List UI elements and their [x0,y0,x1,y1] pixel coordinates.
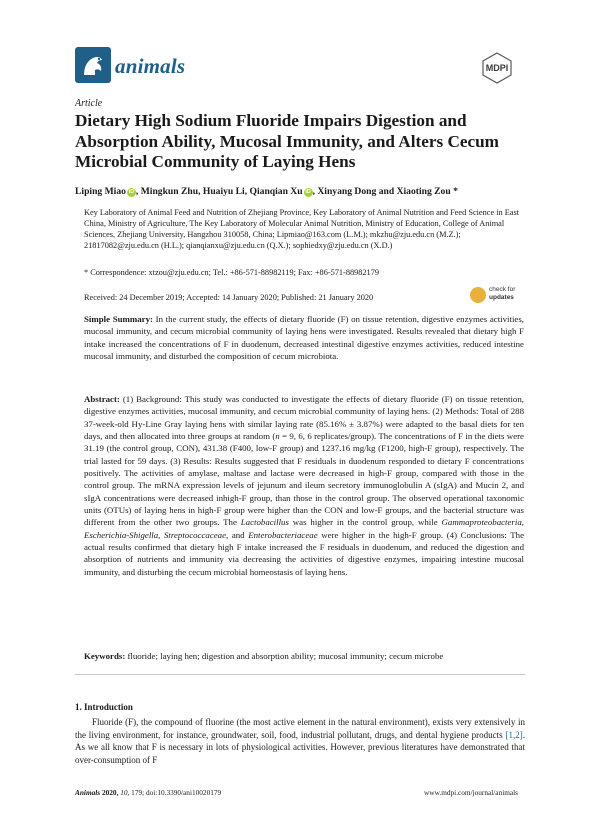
footer-citation: Animals 2020, 10, 179; doi:10.3390/ani10020179 [75,788,222,797]
affiliation: Key Laboratory of Animal Feed and Nutrition of Zhejiang Province, Key Laboratory of Animal Nutrition and Feed Science in East China, Ministry of Agriculture, The Key Laboratory of Molecular Animal Nutrition, Ministry of Education, College of Animal Sciences, Zhejiang University, Hangzhou 310058, China; Lipmiao@163.com (L.M.); mkzhu@zju.edu.cn (M.Z.); 21817082@zju.edu.cn (H.L.); qianqianxu@zju.edu.cn (Q.X.); sophiedxy@zju.edu.cn (X.D.) [84,208,520,251]
keywords-text: fluoride; laying hen; digestion and absorption ability; mucosal immunity; cecum microbe [125,651,444,661]
author-list: Liping Miao iD , Mingkun Zhu, Huaiyu Li, Qianqian Xu iD , Xinyang Dong and Xiaoting Zou * [75,186,458,197]
divider [75,674,525,675]
correspondence: * Correspondence: xtzou@zju.edu.cn; Tel.: +86-571-88982119; Fax: +86-571-88982179 [84,268,380,277]
author-name[interactable]: Huaiyu Li [202,186,245,197]
simple-summary-label: Simple Summary: [84,314,153,324]
author-name[interactable]: Liping Miao [75,186,126,197]
simple-summary [84,313,524,362]
article-type: Article [75,98,103,109]
author-name[interactable]: Xinyang Dong [317,186,377,197]
keywords [84,650,524,662]
journal-logo-icon [75,47,111,83]
author-name[interactable]: Mingkun Zhu [140,186,199,197]
simple-summary-text: In the current study, the effects of dietary fluoride (F) on tissue retention, digestive enzymes activities, mucosal immunity, and cecum microbial community of laying hens were investigated. Results revealed that dietary high F intake increased the concentrations of F in duodenum, decreased intestinal digestive enzymes activities, reduced intestine mucosal immunity, and disturbed the composition of cecum microbiota. [84,314,524,362]
abstract: Abstract: (1) Background: This study was conducted to investigate the effects of dietary fluoride (F) on tissue retention, digestive enzymes activities, mucosal immunity, and cecum microbial community of laying hens. (2) Methods: Total of 288 37-week-old Hy-Line Gray laying hens with similar laying rate (85.16% ± 3.87%) were adapted to the basal diets for ten days, and then allocated into three groups at random (n = 9, 6, 6 replicates/group). The concentrations of F in the diets were 31.19 (the control group, CON), 431.38 (F400, low-F group) and 1237.16 mg/kg (F1200, high-F group), respectively. The trial lasted for 59 days. (3) Results: Results suggested that F residuals in duodenum responded to dietary F concentrations positively. The activities of amylase, maltase and lactase were decreased in high-F group, compared with those in the control group. The mRNA expression levels of jejunum and ileum secretory immunoglobulin A (sIgA) and Mucin 2, and sIgA concentrations were decreased inhigh-F group, than those in the control group. The observed operational taxonomic units (OTUs) of laying hens in high-F group were higher than the CON and low-F groups, and the bacterial structure was different from the other two groups. The Lactobacillus was higher in the control group, while Gammaproteobacteria, Escherichia-Shigella, Streptococcaceae, and Enterobacteriaceae were higher in the high-F group. (4) Conclusions: The actual results confirmed that dietary high F intake increased the F residuals in duodenum, and reduced the digestion and absorption of nutrients and immunity via decreasing the activities of digestive enzymes, impairing intestine mucosal immunity, and disturbing the cecum microbial homeostasis of laying hens. [84,394,524,577]
article-title: Dietary High Sodium Fluoride Impairs Digestion and Absorption Ability, Mucosal Immunity, and Alters Cecum Microbial Community of Laying Hens [75,111,499,171]
journal-name: animals [115,54,186,78]
author-name[interactable]: Qianqian Xu [249,186,303,197]
publisher-name: MDPI [485,63,509,73]
publication-dates: Received: 24 December 2019; Accepted: 14 January 2020; Published: 21 January 2020 [84,293,374,302]
check-for-updates-label[interactable]: check for updates [489,286,516,301]
footer-journal-url[interactable]: www.mdpi.com/journal/animals [424,788,518,797]
orcid-icon[interactable]: iD [305,189,311,195]
mdpi-logo-icon [479,50,515,86]
reference-link[interactable]: [1,2] [505,729,523,740]
check-for-updates-icon[interactable] [470,287,486,303]
section-heading: 1. Introduction [75,702,133,712]
orcid-icon[interactable]: iD [128,189,135,195]
abstract-label: Abstract: [84,394,120,404]
introduction-paragraph: Fluoride (F), the compound of fluorine (the most active element in the natural environment), exists very extensively in the living environment, for instance, groundwater, soil, food, industrial pollutant, drugs, and dental hygiene products [1,2]. As we all know that F is necessary in lots of physiological activities. However, previous literatures have demonstrated that over-consumption of F [75,717,525,765]
author-name[interactable]: Xiaoting Zou [396,186,451,197]
keywords-label: Keywords: [84,651,126,661]
